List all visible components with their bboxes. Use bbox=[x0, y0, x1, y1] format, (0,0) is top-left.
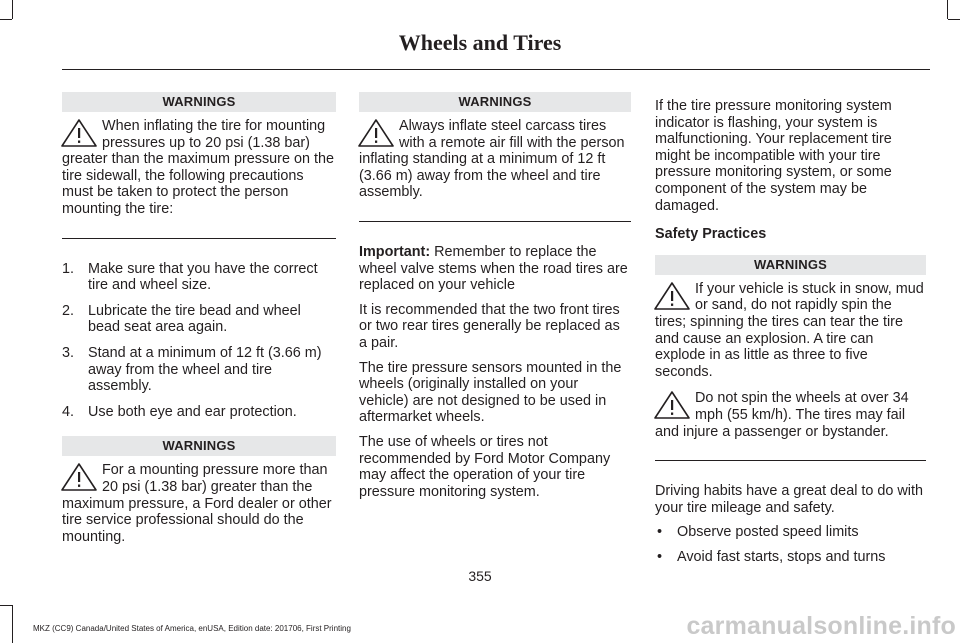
crop-mark bbox=[948, 19, 960, 20]
step-text: Stand at a minimum of 12 ft (3.66 m) away from the wheel and tire assembly. bbox=[88, 344, 322, 395]
section-divider bbox=[359, 221, 631, 222]
mounting-steps bbox=[62, 261, 336, 421]
important-note bbox=[359, 244, 631, 294]
crop-mark bbox=[947, 0, 948, 19]
header-divider bbox=[62, 69, 930, 70]
section-heading: Safety Practices bbox=[655, 226, 767, 243]
step-text: Lubricate the tire bead and wheel bead seat area again. bbox=[88, 302, 301, 336]
crop-mark bbox=[0, 19, 12, 20]
warning-text: If your vehicle is stuck in snow, mud or sand, do not rapidly spin the tires; spinning the tires can tear the tire and cause an explosion. A tire can explode in as little as three to five seconds. bbox=[655, 280, 924, 380]
paragraph: If the tire pressure monitoring system indicator is flashing, your system is malfunctioning. Your replacement tire might be incompatible with your tire pressure monitoring system, or some component of the system may be damaged. bbox=[655, 98, 892, 214]
warning-triangle-icon bbox=[60, 462, 98, 492]
warning-triangle-icon bbox=[60, 118, 98, 148]
page-title: Wheels and Tires bbox=[398, 30, 562, 55]
section-divider bbox=[62, 238, 336, 239]
bullet-text: Observe posted speed limits bbox=[677, 524, 859, 541]
list-item bbox=[62, 261, 336, 294]
warning-heading: WARNINGS bbox=[62, 92, 336, 112]
paragraph: The use of wheels or tires not recommended by Ford Motor Company may affect the operation of your tire pressure monitoring system. bbox=[359, 433, 611, 500]
bullet: • bbox=[657, 548, 663, 565]
list-item bbox=[62, 345, 336, 395]
section-divider bbox=[655, 460, 926, 461]
page-number: 355 bbox=[468, 568, 492, 584]
crop-mark bbox=[12, 0, 13, 19]
warning-text: Always inflate steel carcass tires with a remote air fill with the person inflating standing at a minimum of 12 ft (3.66 m) away from the wheel and tire assembly. bbox=[359, 118, 625, 201]
footer-edition: MKZ (CC9) Canada/United States of America, enUSA, Edition date: 201706, First Printing bbox=[33, 624, 351, 633]
warning-text: For a mounting pressure more than 20 psi (1.38 bar) greater than the maximum pressure, a Ford dealer or other tire service professional should do the mounting. bbox=[62, 462, 332, 545]
warning-triangle-icon bbox=[653, 390, 691, 420]
crop-mark bbox=[12, 605, 13, 643]
column-right bbox=[655, 98, 926, 573]
crop-mark bbox=[0, 605, 12, 606]
paragraph: It is recommended that the two front tires or two rear tires generally be replaced as a pair. bbox=[359, 301, 620, 351]
bullet: • bbox=[657, 524, 663, 541]
step-number: 1. bbox=[62, 260, 75, 277]
warning-heading: WARNINGS bbox=[655, 255, 926, 275]
step-text: Make sure that you have the correct tire and wheel size. bbox=[88, 260, 318, 294]
watermark: carmanualsonline.info bbox=[686, 612, 956, 640]
bullet-text: Avoid fast starts, stops and turns bbox=[677, 548, 886, 565]
step-number: 2. bbox=[62, 302, 75, 319]
warning-text: Do not spin the wheels at over 34 mph (55 km/h). The tires may fail and injure a passenger or bystander. bbox=[655, 390, 909, 440]
paragraph: The tire pressure sensors mounted in the wheels (originally installed on your vehicle) are not designed to be used in aftermarket wheels. bbox=[359, 359, 622, 426]
warning-triangle-icon bbox=[357, 118, 395, 148]
list-item bbox=[62, 303, 336, 336]
warning-block bbox=[359, 118, 631, 201]
warning-block bbox=[62, 462, 336, 545]
warning-text: When inflating the tire for mounting pressures up to 20 psi (1.38 bar) greater than the maximum pressure on the tire sidewall, the following precautions must be taken to protect the person mounting the tire: bbox=[62, 118, 334, 217]
paragraph: Driving habits have a great deal to do with your tire mileage and safety. bbox=[655, 483, 923, 516]
habits-list bbox=[655, 524, 926, 565]
column-left bbox=[62, 92, 336, 545]
warning-heading: WARNINGS bbox=[62, 436, 336, 456]
step-number: 4. bbox=[62, 403, 75, 420]
important-label: Important: bbox=[359, 243, 431, 260]
list-item bbox=[62, 404, 336, 421]
list-item bbox=[655, 524, 926, 541]
list-item bbox=[655, 549, 926, 566]
step-text: Use both eye and ear protection. bbox=[88, 403, 297, 420]
warning-triangle-icon bbox=[653, 281, 691, 311]
warning-block bbox=[655, 390, 926, 440]
warning-block bbox=[655, 281, 926, 381]
warning-block bbox=[62, 118, 336, 218]
warning-heading: WARNINGS bbox=[359, 92, 631, 112]
important-text: Remember to replace the wheel valve stems when the road tires are replaced on your vehicle bbox=[359, 243, 628, 294]
column-middle bbox=[359, 92, 631, 500]
step-number: 3. bbox=[62, 344, 75, 361]
